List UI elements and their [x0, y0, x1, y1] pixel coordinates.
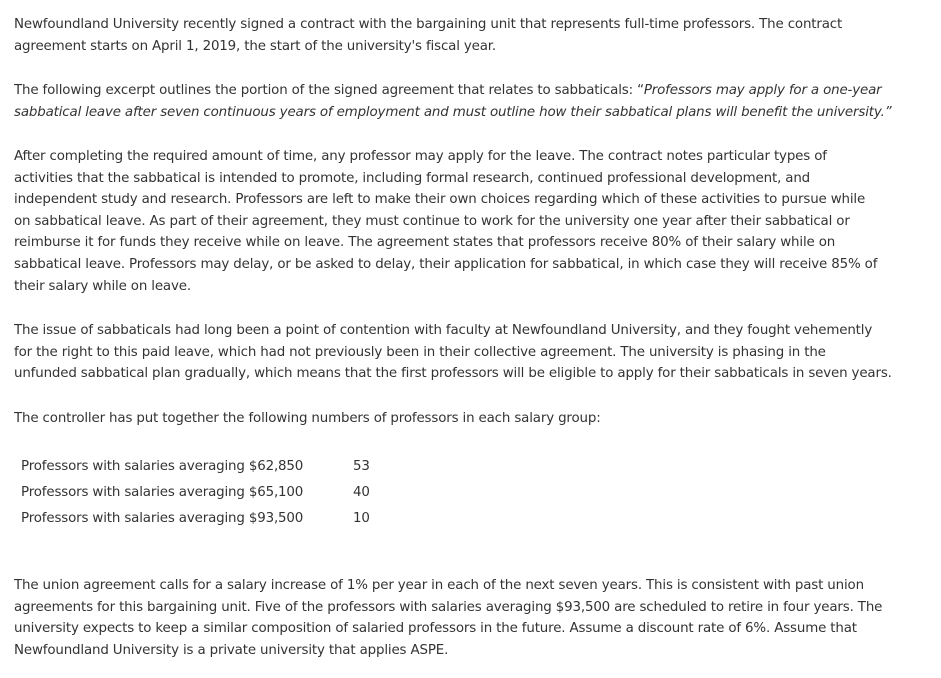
professor-count: 10: [353, 511, 370, 527]
excerpt-lead-in: The following excerpt outlines the portion of the signed agreement that relates to sabbaticals: “: [14, 83, 644, 98]
text-line: After completing the required amount of time, any professor may apply for the leave. The contract notes particular types of: [14, 149, 827, 164]
text-line: sabbatical leave. Professors may delay, or be asked to delay, their application for sabbatical, in which case they will receive 85% of: [14, 256, 878, 272]
salary-group-label: Professors with salaries averaging $65,100: [21, 485, 304, 501]
text-line: The controller has put together the following numbers of professors in each salary group:: [14, 411, 601, 426]
table-row: [21, 480, 393, 506]
text-line: for the right to this paid leave, which had not previously been in their collective agreement. The university is phasing in the: [14, 344, 826, 360]
table-row: [21, 454, 393, 480]
text-line: agreement starts on April 1, 2019, the start of the university's fiscal year.: [14, 38, 497, 54]
text-line: agreements for this bargaining unit. Five of the professors with salaries averaging $93,500 are scheduled to retire in four years. The: [14, 599, 883, 615]
text-line: on sabbatical leave. As part of their agreement, they must continue to work for the university one year after their sabbatical or: [14, 213, 850, 229]
excerpt-quote-part1: Professors may apply for a one-year: [643, 83, 882, 98]
excerpt-quote-part2: sabbatical leave after seven continuous years of employment and must outline how their sabbatical plans will benefit the university.: [14, 104, 885, 120]
salary-groups-table: [21, 454, 393, 532]
union-agreement-paragraph: [14, 575, 929, 661]
salary-group-label: Professors with salaries averaging $62,850: [21, 459, 304, 475]
text-line: [14, 102, 929, 124]
salary-group-label: Professors with salaries averaging $93,500: [21, 511, 304, 527]
text-line: reimburse it for funds they receive while on leave. The agreement states that professors receive 80% of their salary while on: [14, 235, 836, 251]
contract-intro-paragraph: [14, 14, 929, 57]
text-line: their salary while on leave.: [14, 278, 191, 294]
professor-count: 53: [353, 459, 370, 475]
text-line: Newfoundland University is a private university that applies ASPE.: [14, 642, 449, 658]
sabbatical-terms-paragraph: [14, 146, 929, 297]
text-line: Newfoundland University recently signed a contract with the bargaining unit that represents full-time professors. The contract: [14, 17, 843, 32]
text-line: The issue of sabbaticals had long been a point of contention with faculty at Newfoundland University, and they fought vehemently: [14, 323, 873, 338]
text-line: The union agreement calls for a salary increase of 1% per year in each of the next seven years. This is consistent with past union: [14, 578, 864, 593]
text-line: independent study and research. Professors are left to make their own choices regarding which of these activities to pursue while: [14, 192, 866, 208]
agreement-excerpt-paragraph: [14, 80, 929, 123]
text-line: university expects to keep a similar composition of salaried professors in the future. Assume a discount rate of 6%. Assume that: [14, 621, 857, 637]
table-row: [21, 506, 393, 532]
text-line: activities that the sabbatical is intended to promote, including formal research, continued professional development, and: [14, 170, 811, 186]
text-line: [14, 80, 929, 102]
text-line: unfunded sabbatical plan gradually, which means that the first professors will be eligible to apply for their sabbaticals in seven years.: [14, 366, 892, 382]
controller-intro-paragraph: [14, 408, 929, 430]
excerpt-closing-quote: ”: [884, 104, 892, 120]
professor-count: 40: [353, 485, 370, 501]
contention-paragraph: [14, 320, 929, 385]
